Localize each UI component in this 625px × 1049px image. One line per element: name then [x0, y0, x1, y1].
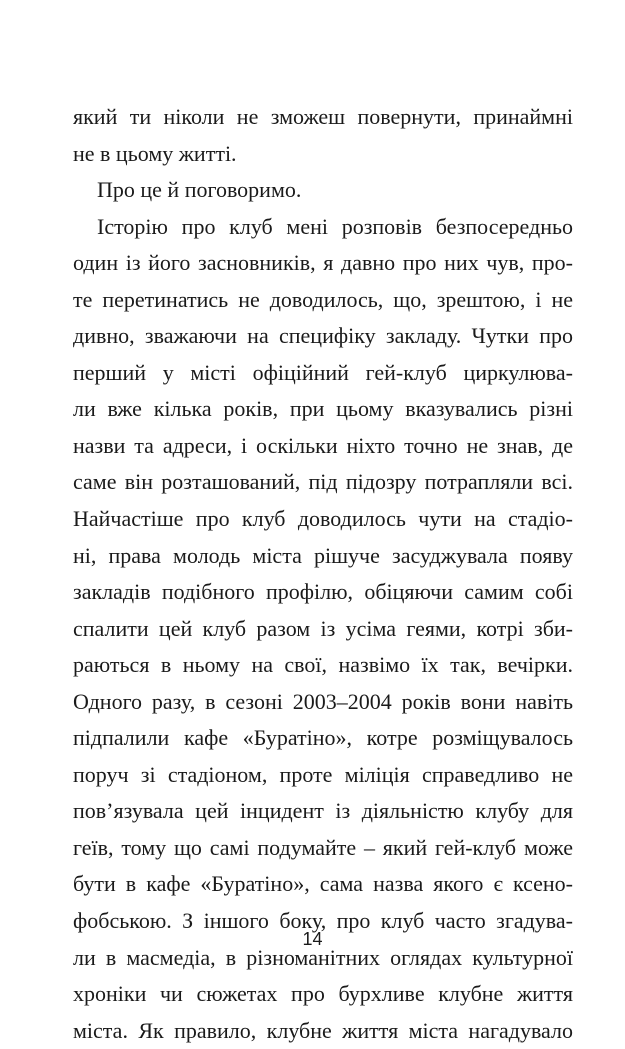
text-line: саме він розташований, під підозру потрапляли всі.	[73, 469, 573, 495]
text-line: ні, права молодь міста рішуче засуджувала появу	[73, 542, 573, 568]
text-line: пов’язувала цей інцидент із діяльністю клубу для	[73, 798, 573, 824]
text-line: хроніки чи сюжетах про бурхливе клубне життя	[73, 981, 573, 1007]
text-line: не в цьому житті.	[73, 140, 237, 166]
text-line: Про це й поговоримо.	[97, 177, 302, 203]
text-line: те перетинатись не доводилось, що, зрештою, і не	[73, 286, 573, 312]
text-line: дивно, зважаючи на специфіку закладу. Чутки про	[73, 323, 573, 349]
text-line: Найчастіше про клуб доводилось чути на стадіо-	[73, 506, 573, 532]
text-line: раються в ньому на свої, назвімо їх так, вечірки.	[73, 652, 573, 678]
text-line: фобською. З іншого боку, про клуб часто згадува-	[73, 908, 573, 934]
text-line: поруч зі стадіоном, проте міліція справедливо не	[73, 761, 573, 787]
page-number: 14	[302, 929, 323, 949]
text-line: спалити цей клуб разом із усіма геями, котрі зби-	[73, 615, 573, 641]
text-line: ли вже кілька років, при цьому вказувались різні	[73, 396, 573, 422]
text-line: який ти ніколи не зможеш повернути, принаймні	[73, 104, 573, 129]
text-line: підпалили кафе «Буратіно», котре розміщувалось	[73, 725, 573, 751]
text-line: закладів подібного профілю, обіцяючи самим собі	[73, 579, 573, 605]
text-line: геїв, тому що самі подумайте – який гей-клуб може	[73, 834, 573, 860]
text-line: ли в масмедіа, в різноманітних оглядах культурної	[73, 944, 573, 970]
text-line: назви та адреси, і оскільки ніхто точно не знав, де	[73, 432, 573, 458]
text-line: бути в кафе «Буратіно», сама назва якого є ксено-	[73, 871, 573, 897]
body-text	[73, 99, 573, 1049]
text-line: міста. Як правило, клубне життя міста нагадувало	[73, 1017, 573, 1043]
text-line: Історію про клуб мені розповів безпосередньо	[97, 213, 573, 239]
text-line: один із його засновників, я давно про них чув, про-	[73, 250, 573, 276]
text-line: Одного разу, в сезоні 2003–2004 років вони навіть	[73, 688, 573, 714]
text-line: перший у місті офіційний гей-клуб циркулюва-	[73, 359, 573, 385]
